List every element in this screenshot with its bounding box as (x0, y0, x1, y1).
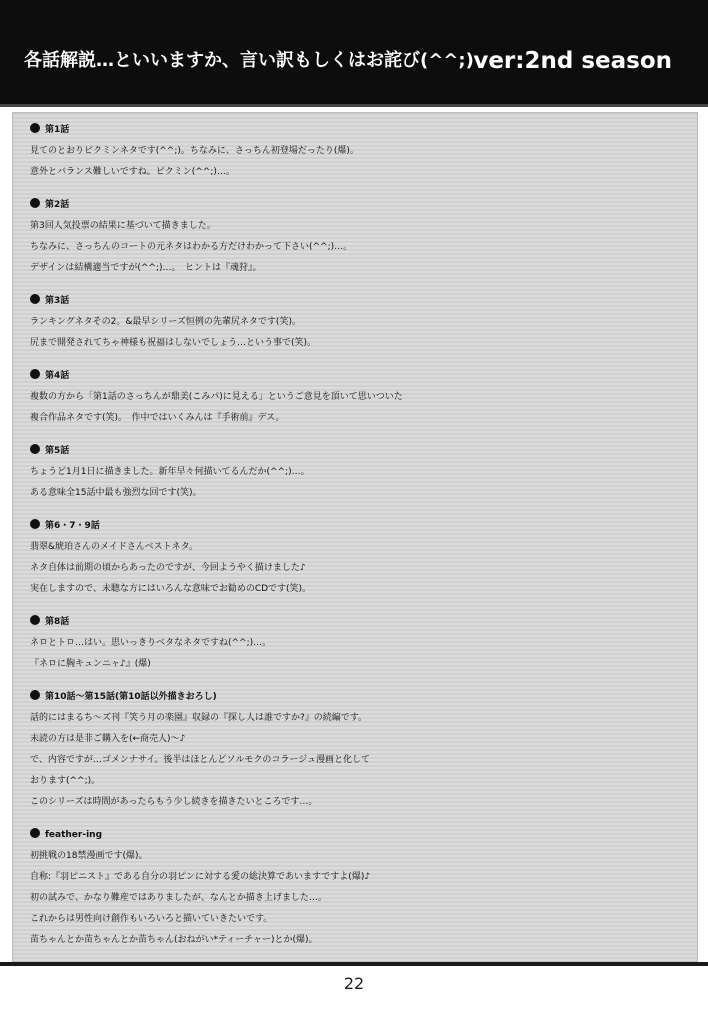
bullet-icon (30, 198, 40, 208)
bullet-icon (30, 444, 40, 454)
footer-divider (0, 962, 708, 966)
episode-heading-text: 第4話 (45, 371, 70, 381)
header-bar (0, 0, 708, 104)
commentary-line: 未読の方は是非ご購入を(←商売人)〜♪ (30, 734, 186, 744)
episode-section (30, 291, 690, 354)
commentary-line: 意外とバランス難しいですね。ピクミン(^^;)…。 (30, 167, 235, 177)
episode-heading-text: 第10話〜第15話(第10話以外描きおろし) (45, 692, 217, 702)
episode-heading-text: 第6・7・9話 (45, 521, 100, 531)
commentary-line: 初挑戦の18禁漫画です(爆)。 (30, 851, 148, 861)
page-number: 22 (343, 974, 365, 993)
episode-section (30, 195, 690, 279)
version-label: ver:2nd season (473, 48, 672, 74)
commentary-line: このシリーズは時間があったらもう少し続きを描きたいところです…。 (30, 797, 318, 807)
episode-heading-text: feather-ing (45, 830, 103, 840)
commentary-line: 実在しますので、未聴な方にはいろんな意味でお勧めのCDです(笑)。 (30, 584, 312, 594)
episode-section (30, 825, 690, 951)
episode-section (30, 366, 690, 429)
episode-heading-text: 第3話 (45, 296, 70, 306)
commentary-line: ちなみに、さっちんのコートの元ネタはわかる方だけわかって下さい(^^;)…。 (30, 242, 353, 252)
episode-heading (30, 291, 690, 312)
commentary-line: ある意味全15話中最も強烈な回です(笑)。 (30, 488, 202, 498)
commentary-line: 苗ちゃんとか苗ちゃんとか苗ちゃん(おねがい*ティーチャー)とか(爆)。 (30, 935, 318, 945)
commentary-line: 自称:『羽ピニスト』である自分の羽ピンに対する愛の総決算であいますですよ(爆)♪ (30, 872, 371, 882)
commentary-line: これからは男性向け創作もいろいろと描いていきたいです。 (30, 914, 273, 924)
commentary-line: 話的にはまるち〜ズ刊『笑う月の楽園』収録の『探し人は誰ですか?』の続編です。 (30, 713, 368, 723)
commentary-line: 複合作品ネタです(笑)。 作中ではいくみんは『手術前』デス。 (30, 413, 285, 423)
bullet-icon (30, 369, 40, 379)
episode-heading (30, 366, 690, 387)
commentary-line: 第3回人気投票の結果に基づいて描きました。 (30, 221, 216, 231)
commentary-list (30, 120, 690, 963)
commentary-line: 初の試みで、かなり難産ではありましたが、なんとか描き上げました…。 (30, 893, 327, 903)
episode-heading (30, 687, 690, 708)
commentary-line: 複数の方から「第1話のさっちんが鼎美(こみパ)に見える」というご意見を頂いて思いついた (30, 392, 403, 402)
page-title: 各話解説…といいますか、言い訳もしくはお詫び(^^;) (24, 50, 474, 71)
episode-section (30, 516, 690, 600)
episode-heading (30, 825, 690, 846)
episode-heading (30, 441, 690, 462)
episode-section (30, 687, 690, 813)
commentary-line: 尻まで開発されてちゃ神様も祝福はしないでしょう…という事で(笑)。 (30, 338, 317, 348)
header-divider (0, 104, 708, 107)
episode-section (30, 120, 690, 183)
bullet-icon (30, 123, 40, 133)
episode-heading (30, 516, 690, 537)
episode-heading-text: 第5話 (45, 446, 70, 456)
commentary-line: 見てのとおりピクミンネタです(^^;)。ちなみに、さっちん初登場だったり(爆)。 (30, 146, 359, 156)
episode-heading-text: 第8話 (45, 617, 70, 627)
episode-heading (30, 120, 690, 141)
commentary-line: ネタ自体は前期の頃からあったのですが、今回ようやく描けました♪ (30, 563, 306, 573)
commentary-line: 『ネロに胸キュンニャ♪』(爆) (30, 659, 151, 669)
commentary-line: おります(^^;)。 (30, 776, 101, 786)
commentary-line: で、内容ですが…ゴメンナサイ。後半はほとんどソルモクのコラージュ漫画と化して (30, 755, 371, 765)
episode-heading (30, 612, 690, 633)
commentary-line: 翡翠&琥珀さんのメイドさんベストネタ。 (30, 542, 199, 552)
bullet-icon (30, 519, 40, 529)
bullet-icon (30, 615, 40, 625)
commentary-line: ランキングネタその2。&最早シリーズ恒例の先輩尻ネタです(笑)。 (30, 317, 301, 327)
episode-heading-text: 第1話 (45, 125, 70, 135)
episode-section (30, 612, 690, 675)
commentary-line: ネロとトロ…はい。思いっきりベタなネタですね(^^;)…。 (30, 638, 272, 648)
bullet-icon (30, 294, 40, 304)
bullet-icon (30, 828, 40, 838)
bullet-icon (30, 690, 40, 700)
episode-heading (30, 195, 690, 216)
episode-heading-text: 第2話 (45, 200, 70, 210)
episode-section (30, 441, 690, 504)
commentary-line: ちょうど1月1日に描きました。新年早々何描いてるんだか(^^;)…。 (30, 467, 310, 477)
commentary-line: デザインは結構適当ですが(^^;)…。 ヒントは『魂狩』。 (30, 263, 262, 273)
